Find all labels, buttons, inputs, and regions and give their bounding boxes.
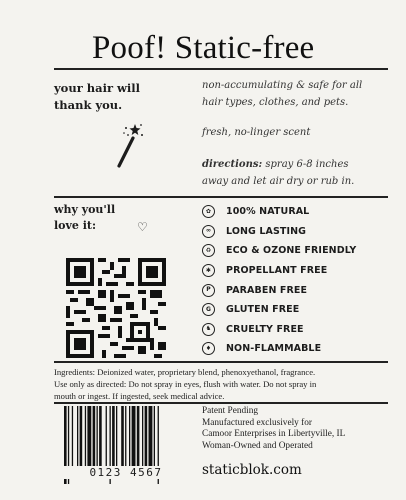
ingredients-line-2: Use only as directed: Do not spray in eyes, flush with water. Do not spray in xyxy=(54,379,317,389)
claims-text xyxy=(202,77,388,111)
feature-label: PARABEN FREE xyxy=(226,284,308,296)
hair-line-1: your hair will xyxy=(54,81,141,95)
divider-lower xyxy=(54,361,388,363)
feature-item xyxy=(202,202,387,222)
why-line-1: why you'll xyxy=(54,203,116,216)
divider-middle xyxy=(54,196,388,198)
website-link[interactable]: staticblok.com xyxy=(202,462,302,478)
directions-line-2: away and let air dry or rub in. xyxy=(202,176,355,187)
directions-label: directions: xyxy=(202,159,263,170)
p-icon: P xyxy=(202,284,215,297)
why-line-2: love it: xyxy=(54,219,97,232)
patent-line-1: Patent Pending xyxy=(202,406,259,416)
directions-line-1 xyxy=(202,156,388,173)
directions-part-1: spray 6-8 inches xyxy=(262,159,349,170)
g-icon: G xyxy=(202,303,215,316)
feature-label: GLUTEN FREE xyxy=(226,304,300,316)
why-love-text xyxy=(54,202,184,234)
feature-label: 100% NATURAL xyxy=(226,206,310,218)
product-label xyxy=(54,0,388,500)
hair-line-2: thank you. xyxy=(54,98,123,112)
directions-text xyxy=(202,156,388,190)
ingredients-line-1: Ingredients: Deionized water, proprietary blend, phenoxyethanol, fragrance. xyxy=(54,367,316,377)
divider-bottom xyxy=(54,402,388,404)
feature-item xyxy=(202,222,387,242)
feature-label: LONG LASTING xyxy=(226,225,307,237)
feature-item xyxy=(202,300,387,320)
magic-wand-icon xyxy=(116,122,144,172)
spray-icon: ✱ xyxy=(202,264,215,277)
heart-icon: ♡ xyxy=(137,220,148,234)
infinity-icon: ∞ xyxy=(202,225,215,238)
hair-thanks-text xyxy=(54,80,184,114)
bunny-icon: ♞ xyxy=(202,323,215,336)
claim-line-2: hair types, clothes, and pets. xyxy=(202,97,349,108)
feature-item xyxy=(202,241,387,261)
patent-line-3: Camoor Enterprises in Libertyville, IL xyxy=(202,429,346,439)
qr-code[interactable] xyxy=(66,258,166,362)
patent-line-4: Woman-Owned and Operated xyxy=(202,440,313,451)
feature-label: CRUELTY FREE xyxy=(226,323,304,335)
patent-line-2: Manufactured exclusively for xyxy=(202,417,312,428)
flame-icon: ♦ xyxy=(202,342,215,355)
leaf-icon: ✿ xyxy=(202,205,215,218)
patent-text xyxy=(202,406,388,452)
ingredients-line-3: mouth or ingest. If ingested, seek medical advice. xyxy=(54,391,225,401)
feature-list xyxy=(202,202,387,359)
ingredients-text xyxy=(54,366,388,402)
feature-label: ECO & OZONE FRIENDLY xyxy=(226,245,357,257)
feature-label: NON-FLAMMABLE xyxy=(226,343,322,355)
feature-item xyxy=(202,261,387,281)
claim-line-1: non-accumulating & safe for all xyxy=(202,80,363,91)
barcode-digits: 0123 4567 xyxy=(62,466,190,479)
recycle-icon: ♻ xyxy=(202,244,215,257)
feature-item xyxy=(202,280,387,300)
divider-top xyxy=(54,68,388,70)
scent-text: fresh, no-linger scent xyxy=(202,127,311,138)
feature-item xyxy=(202,339,387,359)
feature-item xyxy=(202,320,387,340)
feature-label: PROPELLANT FREE xyxy=(226,265,328,277)
product-title: Poof! Static-free xyxy=(92,30,315,66)
